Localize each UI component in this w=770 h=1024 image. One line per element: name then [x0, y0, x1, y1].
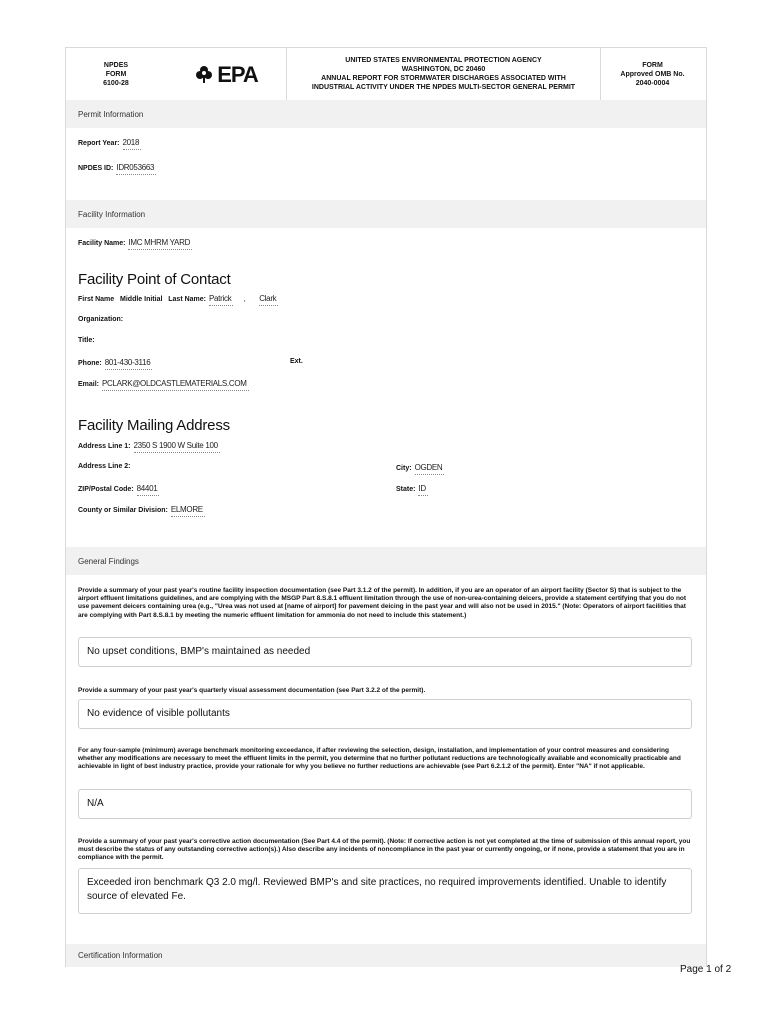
- city-label: City:: [396, 465, 412, 472]
- address-line1-field: [78, 441, 220, 450]
- form-left-line: FORM: [105, 70, 127, 78]
- city-value: OGDEN: [415, 463, 445, 475]
- question-corrective-action: Provide a summary of your past year's corrective action documentation (See Part 4.4 of the permit). (Note: If corrective action is not yet completed at the time of submission of this annual report, you must describe the status of any outstanding corrective action(s).) Also describe any incidents of noncompliance in the past year or currently ongoing, or if none, provide a statement that you are in compliance with the permit.: [78, 838, 691, 862]
- facility-name-label: Facility Name:: [78, 240, 126, 247]
- omb-line: FORM: [642, 61, 663, 69]
- mailing-address-heading: Facility Mailing Address: [78, 417, 230, 434]
- agency-title-line: UNITED STATES ENVIRONMENTAL PROTECTION AGENCY: [345, 57, 542, 64]
- section-permit-information: Permit Information: [66, 100, 706, 128]
- agency-title: [286, 48, 601, 100]
- contact-name-field: [78, 294, 278, 303]
- email-field: [78, 379, 249, 388]
- address-line1-value: 2350 S 1900 W Suite 100: [134, 441, 220, 453]
- form-left-line: NPDES: [103, 61, 129, 69]
- report-year-field: [78, 138, 141, 147]
- email-value: PCLARK@OLDCASTLEMATERIALS.COM: [102, 379, 249, 391]
- facility-name-value: IMC MHRM YARD: [128, 238, 192, 250]
- form-page: [65, 47, 707, 967]
- point-of-contact-heading: Facility Point of Contact: [78, 271, 231, 288]
- epa-logo-text: EPA: [217, 61, 258, 87]
- form-left-line: 6100-28: [103, 79, 129, 87]
- phone-value: 801-430-3116: [105, 358, 153, 370]
- answer-benchmark-exceedance[interactable]: N/A: [78, 789, 692, 819]
- npdes-id-field: [78, 163, 156, 172]
- question-routine-inspection: Provide a summary of your past year's routine facility inspection documentation (see Part 3.1.2 of the permit). In addition, if you are an operator of an airport facility (Sector S) that is subject to the airport effluent limitations guidelines, and are complying with the MSGP Part 8.S.8.1 effluent limitation through the use of non-urea-containing deicers, provide a statement certifying that you do not use pavement deicers containing urea (e.g., "Urea was not used at [name of airport] for pavement deicing in the past year and will also not be used in 2015." (Note: Operators of airport facilities that are complying with Part 8.S.8.1 by meeting the numeric effluent limitation for ammonia do not need to include this statement.): [78, 587, 687, 619]
- state-value: ID: [418, 484, 427, 496]
- answer-routine-inspection[interactable]: No upset conditions, BMP's maintained as needed: [78, 637, 692, 667]
- middle-initial-value: ,: [243, 296, 246, 303]
- zip-label: ZIP/Postal Code:: [78, 486, 134, 493]
- section-general-findings: General Findings: [66, 547, 706, 575]
- state-label: State:: [396, 486, 416, 493]
- address-line2-label: Address Line 2:: [78, 463, 131, 470]
- first-name-label: First Name: [78, 296, 115, 303]
- report-year-label: Report Year:: [78, 140, 120, 147]
- form-number-left: [66, 48, 166, 100]
- facility-name-field: [78, 238, 192, 247]
- form-header: [66, 47, 706, 101]
- section-certification-information: Certification Information: [66, 944, 706, 967]
- title-label: Title:: [78, 337, 95, 344]
- phone-field: [78, 358, 152, 367]
- answer-corrective-action[interactable]: Exceeded iron benchmark Q3 2.0 mg/l. Reviewed BMP's and site practices, no required improvements identified. Unable to identify source of elevated Fe.: [78, 868, 692, 914]
- omb-line: 2040-0004: [635, 79, 670, 87]
- county-label: County or Similar Division:: [78, 507, 168, 514]
- zip-field: [78, 484, 159, 493]
- middle-initial-label: Middle Initial: [120, 296, 163, 303]
- county-value: ELMORE: [171, 505, 205, 517]
- county-field: [78, 505, 205, 514]
- answer-visual-assessment[interactable]: No evidence of visible pollutants: [78, 699, 692, 729]
- epa-flower-icon: [194, 64, 214, 84]
- first-name-value: Patrick: [209, 294, 233, 306]
- question-benchmark-exceedance: For any four-sample (minimum) average benchmark monitoring exceedance, if after reviewing the selection, design, installation, and implementation of your control measures and considering whether any modifications are necessary to meet the effluent limits in the permit, you determine that no further pollutant reductions are technologically available and economically practicable and achievable in light of best industry practice, provide your rationale for why you believe no further reductions are achievable (see Part 6.2.1.2 of the permit). Enter "NA" if not applicable.: [78, 747, 681, 771]
- email-label: Email:: [78, 381, 100, 388]
- phone-label: Phone:: [78, 360, 102, 367]
- page-number: Page 1 of 2: [680, 964, 732, 975]
- agency-title-line: ANNUAL REPORT FOR STORMWATER DISCHARGES ASSOCIATED WITH: [321, 75, 566, 82]
- question-visual-assessment: Provide a summary of your past year's quarterly visual assessment documentation (see Part 3.2.2 of the permit).: [78, 687, 426, 694]
- state-field: [396, 484, 428, 493]
- npdes-id-value: IDR053663: [116, 163, 156, 175]
- agency-title-line: WASHINGTON, DC 20460: [401, 66, 486, 73]
- npdes-id-label: NPDES ID:: [78, 165, 114, 172]
- zip-value: 84401: [137, 484, 160, 496]
- report-year-value: 2018: [123, 138, 142, 150]
- omb-line: Approved OMB No.: [620, 70, 685, 78]
- agency-title-line: INDUSTRIAL ACTIVITY UNDER THE NPDES MULTI-SECTOR GENERAL PERMIT: [311, 84, 576, 91]
- section-facility-information: Facility Information: [66, 200, 706, 228]
- ext-label: Ext.: [290, 358, 303, 365]
- organization-label: Organization:: [78, 316, 124, 323]
- epa-logo: [166, 48, 286, 100]
- omb-approval: [599, 48, 706, 100]
- last-name-label: Last Name:: [168, 296, 206, 303]
- last-name-value: Clark: [259, 294, 278, 306]
- city-field: [396, 463, 444, 472]
- address-line1-label: Address Line 1:: [78, 443, 131, 450]
